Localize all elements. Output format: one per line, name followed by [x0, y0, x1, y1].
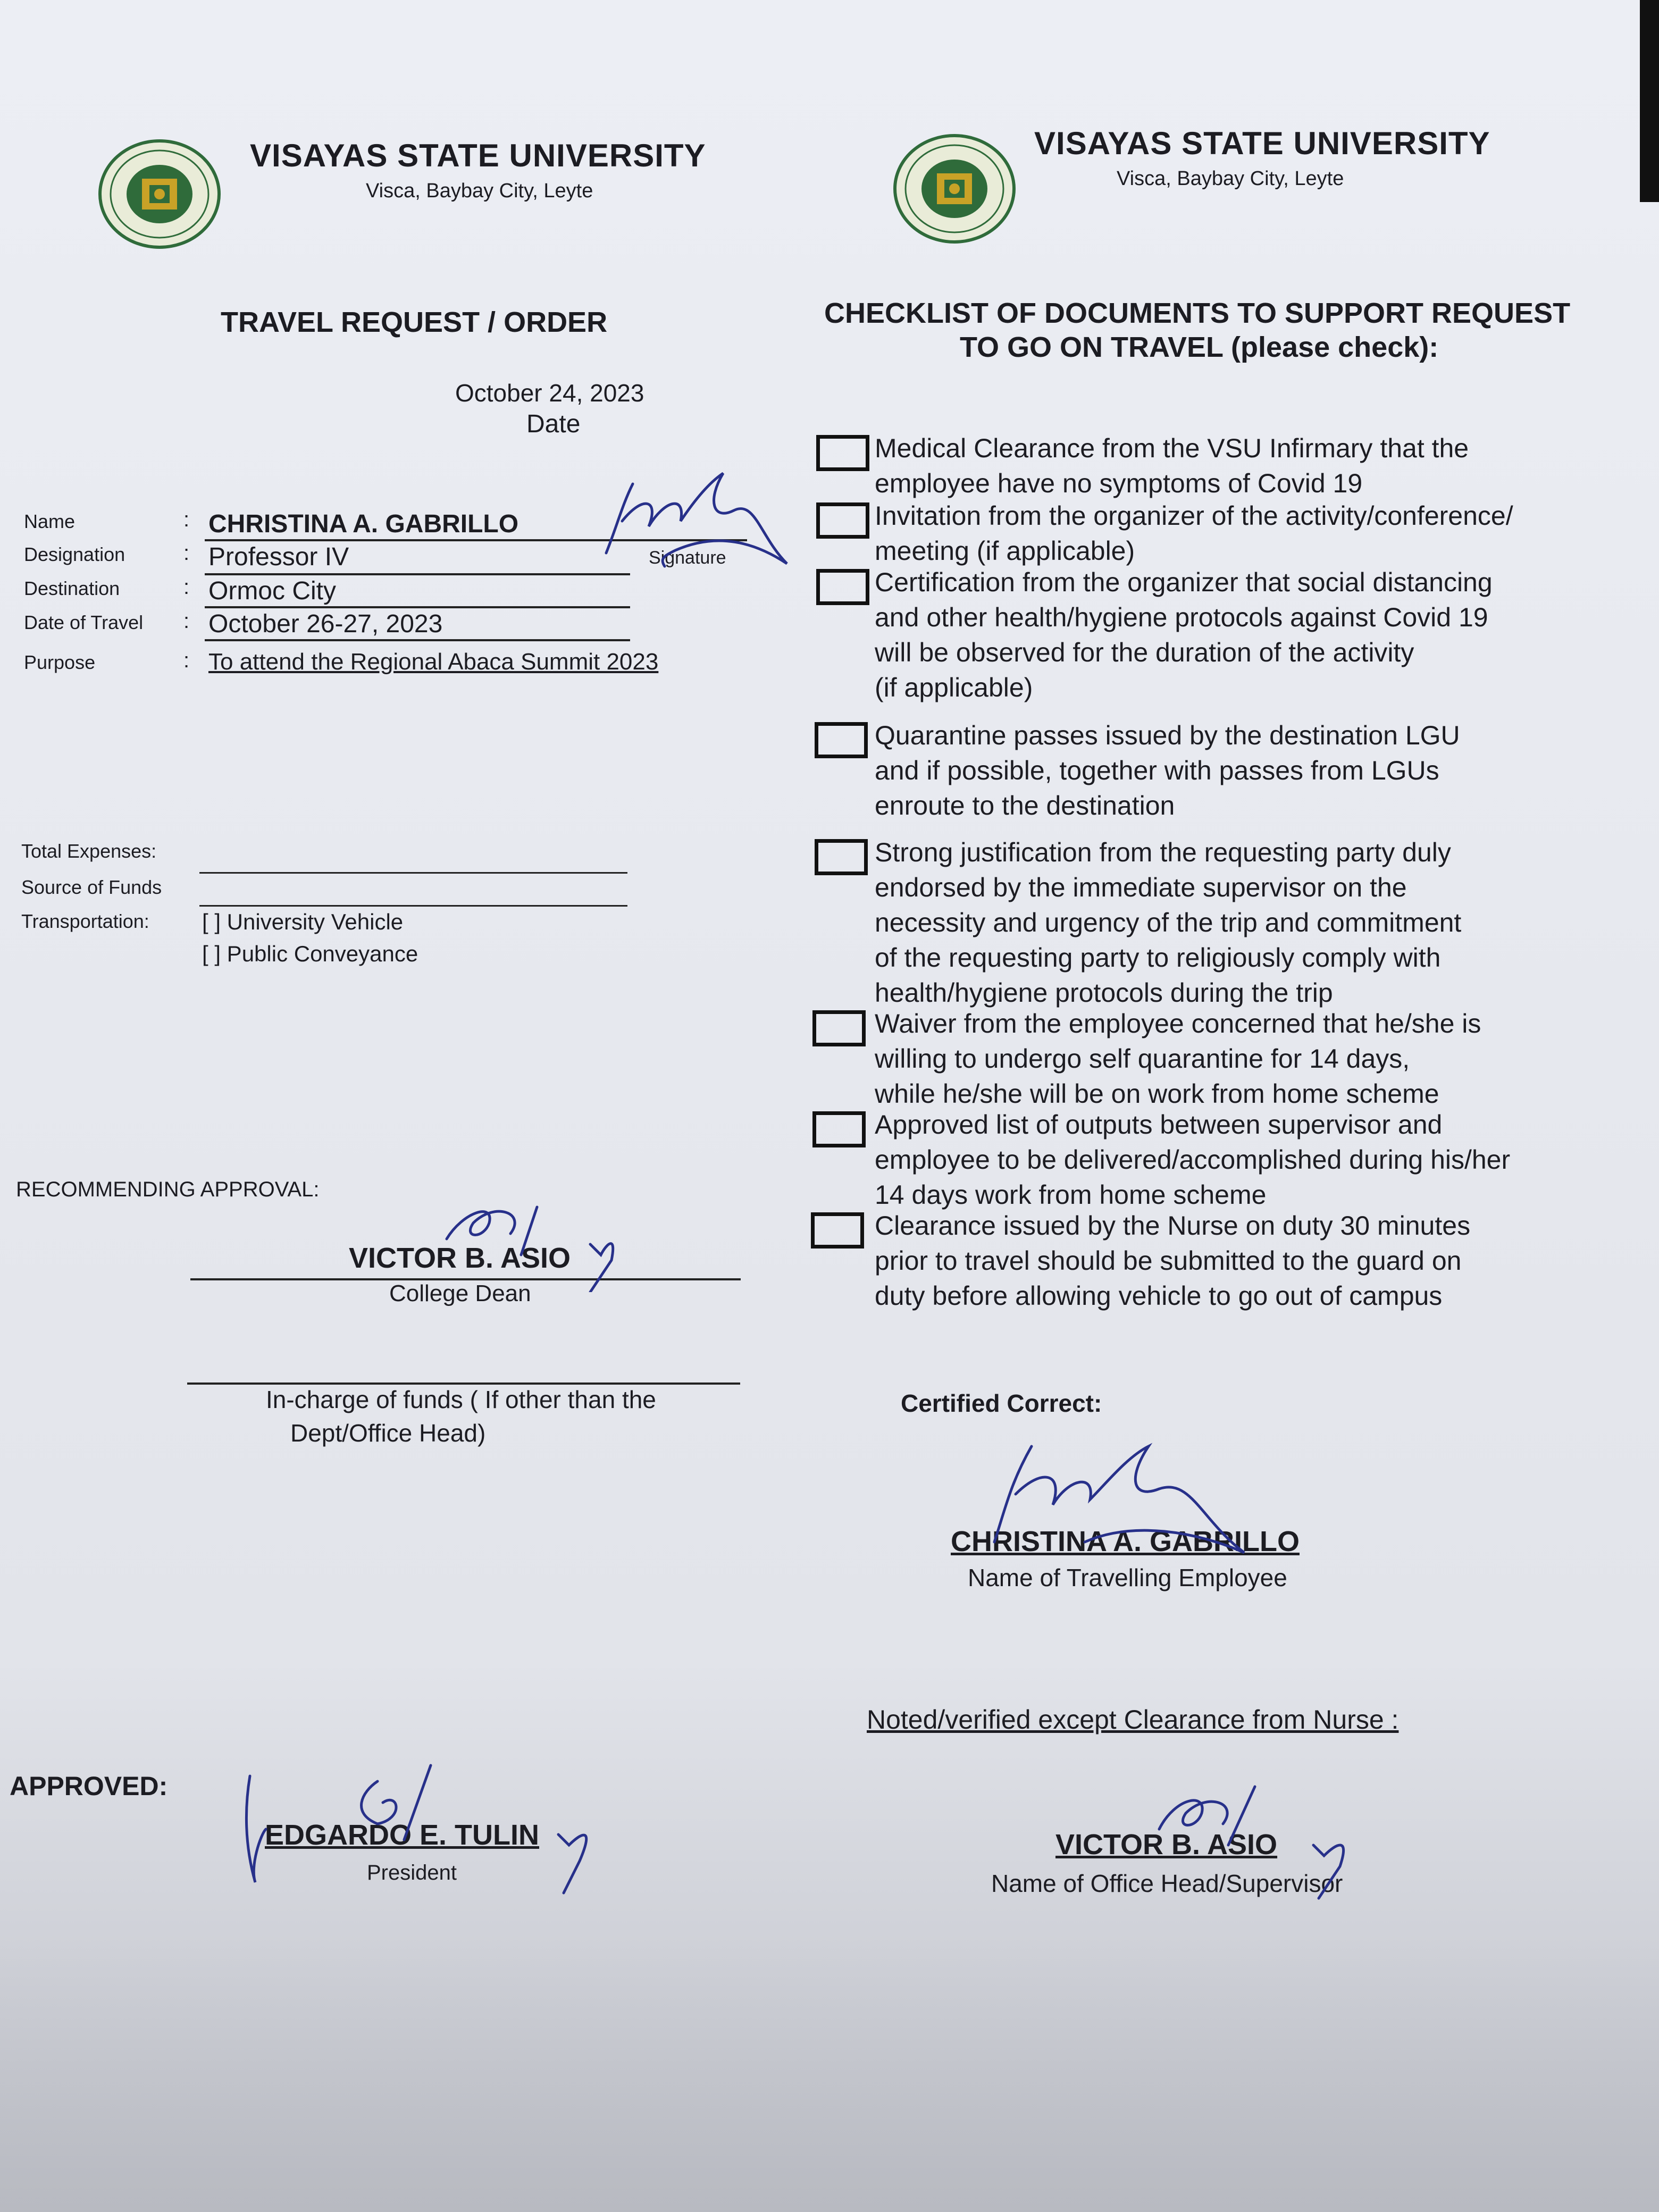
checklist-item-text: 14 days work from home scheme	[875, 1180, 1267, 1210]
incharge-signature-line	[187, 1382, 740, 1385]
checklist-item-text: health/hygiene protocols during the trip	[875, 978, 1333, 1008]
checklist-item-text: Waiver from the employee concerned that he/she is	[875, 1009, 1481, 1038]
colon: :	[183, 649, 190, 672]
checklist-item-text: enroute to the destination	[875, 791, 1175, 820]
source-of-funds-label: Source of Funds	[21, 876, 162, 898]
president-title: President	[367, 1861, 457, 1884]
signature-mark	[1143, 1776, 1377, 1904]
transport-option-public-conveyance: [ ] Public Conveyance	[202, 941, 418, 966]
checklist-item-text: of the requesting party to religiously comply with	[875, 943, 1441, 973]
destination-line	[205, 606, 630, 608]
total-expenses-label: Total Expenses:	[21, 840, 157, 862]
university-name: VISAYAS STATE UNIVERSITY	[250, 138, 706, 173]
source-of-funds-line	[199, 905, 627, 907]
approved-label: APPROVED:	[10, 1771, 168, 1801]
checklist-item-text: willing to undergo self quarantine for 14 days,	[875, 1044, 1410, 1074]
checklist-item-text: Approved list of outputs between supervisor and	[875, 1110, 1443, 1139]
employee-caption: Name of Travelling Employee	[968, 1564, 1287, 1591]
checklist-item-text: necessity and urgency of the trip and commitment	[875, 908, 1462, 937]
checklist-checkbox[interactable]	[815, 722, 868, 758]
university-address: Visca, Baybay City, Leyte	[1117, 167, 1344, 190]
checklist-checkbox[interactable]	[816, 435, 869, 471]
checklist-checkbox[interactable]	[812, 1111, 866, 1147]
name-label: Name	[24, 510, 76, 532]
name-value: CHRISTINA A. GABRILLO	[208, 510, 519, 538]
checklist-item-text: endorsed by the immediate supervisor on the	[875, 873, 1407, 902]
certified-correct-label: Certified Correct:	[901, 1389, 1102, 1417]
signature-mark	[229, 1760, 633, 1898]
recommending-approval-label: RECOMMENDING APPROVAL:	[16, 1178, 320, 1201]
designation-line	[205, 573, 630, 575]
checklist-checkbox[interactable]	[816, 569, 869, 605]
dean-name: VICTOR B. ASIO	[349, 1242, 571, 1274]
purpose-value: To attend the Regional Abaca Summit 2023	[208, 649, 659, 675]
checklist-item-text: employee to be delivered/accomplished during his/her	[875, 1145, 1511, 1175]
employee-name: CHRISTINA A. GABRILLO	[951, 1526, 1300, 1557]
signature-mark	[973, 1436, 1324, 1563]
checklist-checkbox[interactable]	[816, 502, 869, 539]
travel-date-line	[205, 639, 630, 641]
checklist-item-text: and if possible, together with passes from LGUs	[875, 756, 1439, 785]
university-address: Visca, Baybay City, Leyte	[366, 180, 593, 202]
signature-mark	[431, 1191, 627, 1292]
signature-mark	[585, 463, 798, 585]
checklist-checkbox[interactable]	[815, 839, 868, 875]
checklist-item-text: prior to travel should be submitted to the guard on	[875, 1246, 1462, 1276]
dark-edge	[1640, 0, 1659, 202]
checklist-item-text: Medical Clearance from the VSU Infirmary that the	[875, 433, 1469, 463]
checklist-title-line1: CHECKLIST OF DOCUMENTS TO SUPPORT REQUEST	[824, 297, 1571, 329]
transport-option-university-vehicle: [ ] University Vehicle	[202, 909, 404, 934]
checklist-item-text: employee have no symptoms of Covid 19	[875, 468, 1363, 498]
transportation-label: Transportation:	[21, 910, 149, 932]
office-head-name: VICTOR B. ASIO	[1055, 1829, 1278, 1861]
colon: :	[183, 575, 190, 599]
checklist-title-line2: TO GO ON TRAVEL (please check):	[960, 331, 1439, 363]
university-seal-logo	[98, 138, 221, 250]
university-seal-logo	[893, 133, 1016, 245]
signature-label: Signature	[649, 548, 726, 568]
checklist-item-text: meeting (if applicable)	[875, 536, 1135, 566]
noted-verified-label: Noted/verified except Clearance from Nurse :	[867, 1705, 1399, 1735]
checklist-checkbox[interactable]	[812, 1010, 866, 1046]
checklist-item-text: and other health/hygiene protocols against Covid 19	[875, 602, 1488, 632]
purpose-label: Purpose	[24, 651, 96, 673]
checklist-item-text: Quarantine passes issued by the destination LGU	[875, 720, 1460, 750]
checklist-item-text: while he/she will be on work from home scheme	[875, 1079, 1439, 1109]
checklist-item-text: Certification from the organizer that social distancing	[875, 567, 1493, 597]
dean-title: College Dean	[389, 1280, 531, 1306]
total-expenses-line	[199, 872, 627, 874]
colon: :	[183, 609, 190, 633]
university-name: VISAYAS STATE UNIVERSITY	[1034, 125, 1490, 161]
checklist-item-text: Invitation from the organizer of the activity/conference/	[875, 501, 1513, 531]
checklist-item-text: Strong justification from the requesting party duly	[875, 837, 1451, 867]
travel-date-value: October 26-27, 2023	[208, 610, 443, 638]
checklist-item-text: (if applicable)	[875, 673, 1033, 702]
incharge-caption-line2: Dept/Office Head)	[290, 1419, 486, 1447]
checklist-item-text: will be observed for the duration of the activity	[875, 638, 1414, 667]
designation-value: Professor IV	[208, 543, 349, 571]
photo-shadow	[0, 1941, 1659, 2212]
incharge-caption-line1: In-charge of funds ( If other than the	[266, 1386, 656, 1413]
form-title: TRAVEL REQUEST / ORDER	[221, 306, 608, 338]
date-value: October 24, 2023	[455, 379, 644, 407]
colon: :	[183, 508, 190, 531]
date-label: Date	[526, 410, 581, 438]
checklist-item-text: Clearance issued by the Nurse on duty 30 minutes	[875, 1211, 1471, 1241]
president-name: EDGARDO E. TULIN	[265, 1819, 540, 1851]
checklist-checkbox[interactable]	[811, 1212, 864, 1249]
colon: :	[183, 541, 190, 565]
office-head-caption: Name of Office Head/Supervisor	[991, 1870, 1343, 1897]
travel-date-label: Date of Travel	[24, 611, 144, 633]
destination-value: Ormoc City	[208, 577, 336, 605]
checklist-item-text: duty before allowing vehicle to go out of campus	[875, 1281, 1443, 1311]
designation-label: Designation	[24, 543, 125, 565]
destination-label: Destination	[24, 577, 120, 599]
